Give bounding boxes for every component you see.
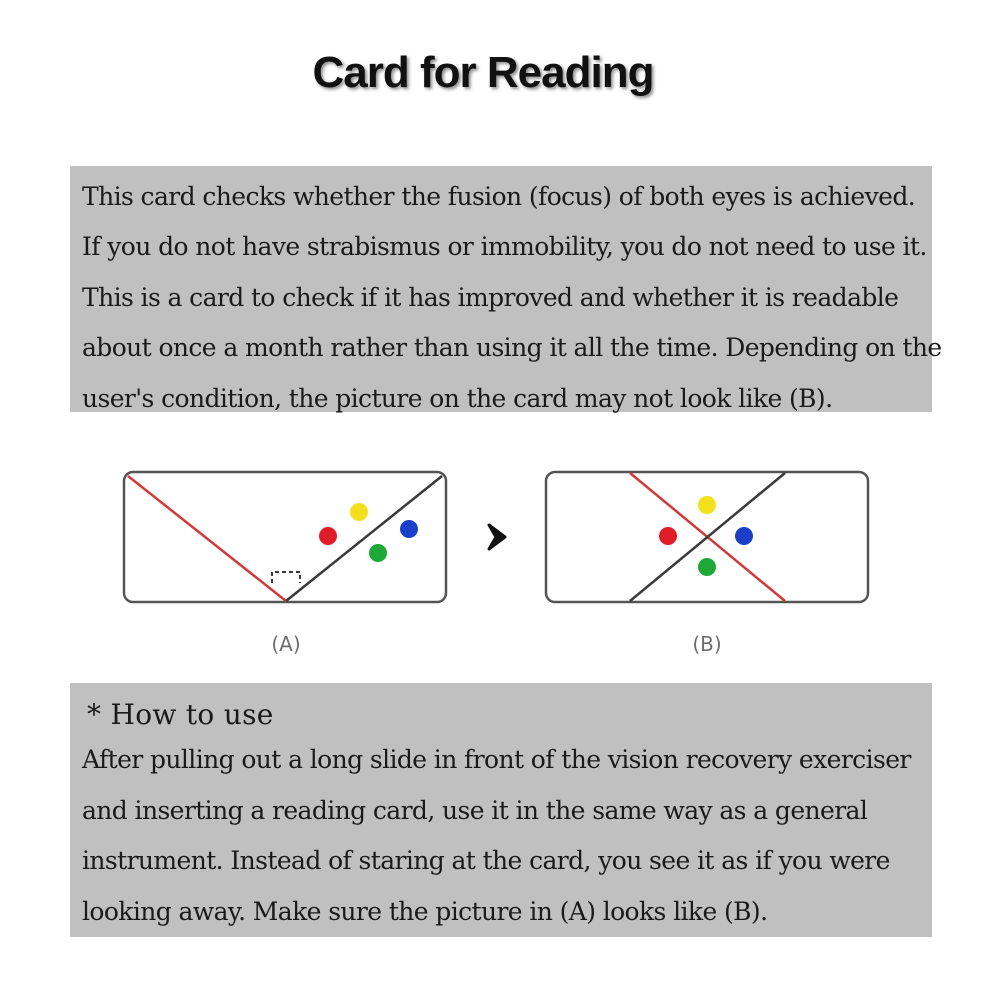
how-to-use-panel [70, 683, 932, 937]
card-a-red-dot [319, 527, 337, 545]
card-b-yellow-dot [698, 496, 716, 514]
intro-panel [70, 166, 942, 413]
card-a-yellow-dot [350, 503, 368, 521]
page-title: Card for Reading [312, 48, 654, 97]
card-a-blue-dot [400, 520, 418, 538]
card-b-green-dot [698, 558, 716, 576]
card-a-illustration [124, 472, 446, 602]
intro-line: If you do not have strabismus or immobility, you do not need to use it. [82, 232, 927, 262]
how-to-use-heading: * How to use [87, 698, 274, 731]
intro-line: This is a card to check if it has improved and whether it is readable [82, 282, 899, 312]
intro-line: about once a month rather than using it all the time. Depending on the [82, 333, 942, 363]
card-b-blue-dot [735, 527, 753, 545]
intro-line: user's condition, the picture on the card may not look like (B). [82, 383, 833, 413]
intro-line: This card checks whether the fusion (focus) of both eyes is achieved. [82, 182, 916, 211]
how-to-use-line: After pulling out a long slide in front of the vision recovery exerciser [82, 745, 911, 774]
card-b-caption: (B) [692, 632, 722, 656]
card-a-frame [124, 472, 446, 602]
card-a-caption: (A) [271, 632, 301, 656]
card-diagram [0, 440, 1001, 680]
card-a-green-dot [369, 544, 387, 562]
card-b-red-dot [659, 527, 677, 545]
how-to-use-line: and inserting a reading card, use it in the same way as a general [82, 795, 868, 825]
how-to-use-line: looking away. Make sure the picture in (A) looks like (B). [82, 896, 768, 926]
chevron-right-icon [489, 525, 505, 549]
how-to-use-line: instrument. Instead of staring at the card, you see it as if you were [82, 846, 890, 875]
card-b-illustration [546, 472, 868, 602]
